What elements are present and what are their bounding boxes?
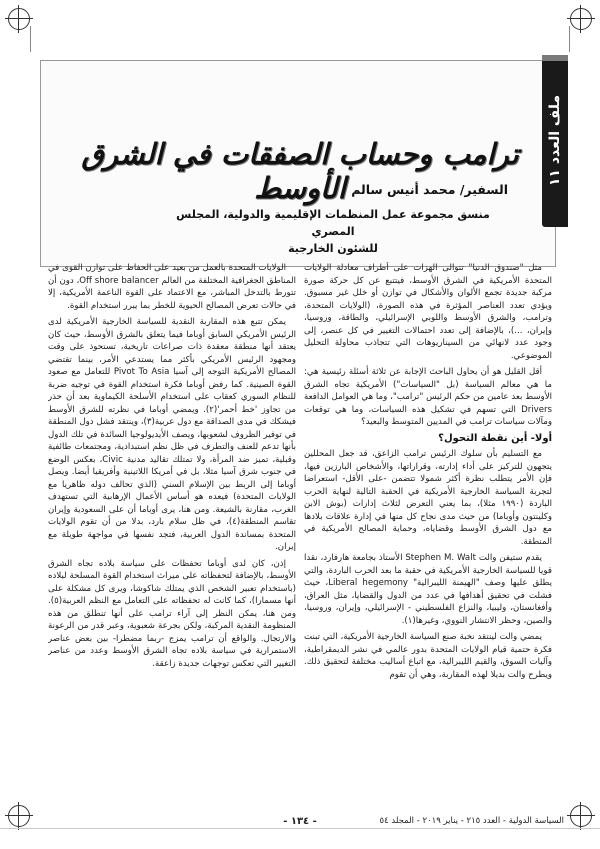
article-title: ترامب وحساب الصفقات في الشرق الأوسط [81,137,519,206]
paragraph: يقدم ستيفن والت Stephen M. Walt الأستاذ بجامعة هارفارد، نقدا قويا للسياسة الخارجية الأمريكية في حقبة ما بعد الحرب الباردة، والتي يطلق عليها وصف "الهيمنة الليبرالية" Liberal hegemony، حيث فشلت في تحقيق أهدافها في عدد من الدول والقضايا، مثل العراق، وأفغانستان، وليبيا، والنزاع الفلسطيني - الإسرائيلي، وإيران، وروسيا، والصين، وحظر الانتشار النووي، وغيرها(١). [304,553,552,626]
paragraph: الولايات المتحدة بالعمل من بعيد على الحفاظ على توازن القوى في المناطق الجغرافية المختلفة من العالم Off shore balancer، دون أن تتورط بالتدخل المباشر، مع الاعتماد على القوة الناعمة الأمريكية، إلا في حالات تعرض المصالح الحيوية للخطر بما يبرر استخدام القوة. [48,263,296,311]
page-number: - ١٣٤ - [283,815,317,827]
right-text-column [304,262,552,810]
section-tab-accent [542,55,568,61]
corner-tick-right [569,26,570,52]
paragraph: إذن، كان لدى أوباما تحفظات على سياسة بلاده تجاه الشرق الأوسط، بالإضافة لتحفظاته على ميراث استخدام القوة المسلحة لبلاده (باستخدام تعبير الشخص الذي يمتلك شاكوشا، ويرى كل مشكلة على أنها مسمارا)، كما كانت له تحفظاته على التعامل مع النظم العربية(٥). ومن هنا، يمكن النظر إلى آراء ترامب على أنها تنطلق من هذه المنظومة النقدية المركبة، ولكن بجرعة شعبوية، وعبر قدر من الرعونة والارتجال. والواقع أن ترامب يمزج -ربما مضطرا- بين بعض عناصر الاستمرارية في سياسة بلاده تجاه الشرق الأوسط وعدد من عناصر التغيير التي تعكس توجهات جديدة زاعقة. [48,558,296,669]
journal-citation: السياسة الدولية - العدد ٢١٥ - يناير ٢٠١٩ - المجلد ٥٤ [379,816,564,826]
section-heading: أولا- أين نقطة التحول؟ [438,432,552,444]
article-author: السفير/ محمد أنيس سالم [351,182,508,197]
affiliation-line-2: للشئون الخارجية [288,242,378,255]
section-tab [542,55,568,227]
section-tab-label: ملف العدد ١١ [547,95,563,187]
paragraph: مثل "صندوق الدنيا" تتوالى الهزات على أطراف معادلة الولايات المتحدة الأمريكية في الشرق الأوسط، فيتتبع عن كل حركة صورة مركبة جديدة تجمع الألوان والأشكال في توازن أو خلل غير مسبوق. ويؤدي تعدد العناصر المؤثرة في هذه الصورة، (الولايات المتحدة، وترامب، والشرق الأوسط واللوبي الإسرائيلي، والطاقة، وروسيا، وإيران، ...)، بالإضافة إلى تعدد احتمالات التغيير في كل عنصر، إلى وجود عدد لانهائي من السيناريوهات التي تتجاذب محاولة التحليل الموضوعي. [304,263,552,361]
author-affiliation [158,206,508,257]
paragraph: مع التسليم بأن سلوك الرئيس ترامب الزاعق، قد جعل المحللين يتجهون للتركيز على أداء إدارته، وقراراتها، والأشخاص البارزين فيها، فإن الأمر يتطلب نظرة أكثر شمولا تتضمن -على الأقل- استعراضا لتجربة السياسة الخارجية الأمريكية في الحقبة التالية لنهاية الحرب الباردة (١٩٩٠ مثلا)، بما يعني التعرض لثلاث إدارات (بوش الابن وكلينتون وأوباما) من حيث مدى نجاح كل منها في إدارة علاقات بلادها مع دول الشرق الأوسط وقضاياه، وحماية المصالح الأمريكية في المنطقة. [304,449,552,547]
crop-mark-bottom-right [570,805,592,827]
crop-mark-top-right [570,8,592,30]
corner-tick-left [30,26,31,52]
page-footer [36,814,564,828]
paragraph: يمكن تتبع هذه المقاربة النقدية للسياسة الخارجية الأمريكية لدى الرئيس الأمريكي السابق أوباما فيما يتعلق بالشرق الأوسط، حيث كان يعتقد أنها منطقة معقدة ذات صراعات تاريخية، تستحوذ على وقت ومجهود الرئيس الأمريكي بأكثر مما يستدعي الأمر، بينما تقتضي المصالح الأمريكية التوجه إلى آسيا Pivot To Asia للتعامل مع صعود القوة الصينية. كما رفض أوباما فكرة استخدام القوة في توجيه ضربة للنظام السوري كعقاب على استخدام الأسلحة الكيماوية بعد أن حذر من تجاوز 'خط أحمر'(٢). ويمضي أوباما في نظرته للشرق الأوسط فيشكك في مدى الصداقة مع دول عربية(٣)، وينتقد فشل دول المنطقة في توفير الظروف لشعوبها، ويصف الأيديولوجيا السائدة في تلك الدول بأنها تدعم للعنف والتطرف في ظل نظم استبدادية، ومجتمعات طائفية وقبلية، تميز ضد المرأة، ولا تمتلك تقاليد مدنية Civic، بعكس الوضع في جنوب شرق آسيا مثلا، بل في أمريكا اللاتينية وأفريقيا أيضا. ويصل أوباما إلى الربط بين الإسلام السني (الذي تحالف دوله ظاهريا مع الولايات المتحدة) فيعده هو أساس الأعمال الإرهابية التي تستهدف الغرب، مقارنة بالشيعة. ومن هنا، يرى أوباما أن على السعودية وإيران تقاسم المنطقة(٤)، في ظل سلام بارد، بدلا من أن تقوم الولايات المتحدة بمساندة الدول العربية، فتجد نفسها في مواجهة طويلة مع إيران. [48,317,296,552]
left-text-column [48,262,296,810]
paragraph: يمضي والت لينتقد نخبة صنع السياسة الخارجية الأمريكية، التي تبنت فكرة حتمية قيام الولايات المتحدة بدور عالمي في نشر الديمقراطية، وآليات السوق، والقيم الليبرالية، مع اتباع أساليب مختلفة لتحقيق ذلك. ويطرح والت بديلا لهذه المقاربة، وهي أن تقوم [304,632,552,680]
crop-mark-bottom-left [8,805,30,827]
affiliation-line-1: منسق مجموعة عمل المنظمات الإقليمية والدولية، المجلس المصري [176,208,490,238]
crop-mark-top-left [8,8,30,30]
paragraph: أقل القليل هو أن يحاول الباحث الإجابة عن ثلاثة أسئلة رئيسية هي: ما هي معالم السياسة (بل "السياسات") الأمريكية تجاه الشرق الأوسط بعد عامين من حكم الرئيس "ترامب"، وما هي العوامل الدافعة Drivers التي تسهم في تشكيل هذه السياسات، وما هي توقعات ومآلات سياسات ترامب في المديين المتوسط والبعيد؟ [304,367,552,427]
bottom-trim-line [0,828,600,829]
